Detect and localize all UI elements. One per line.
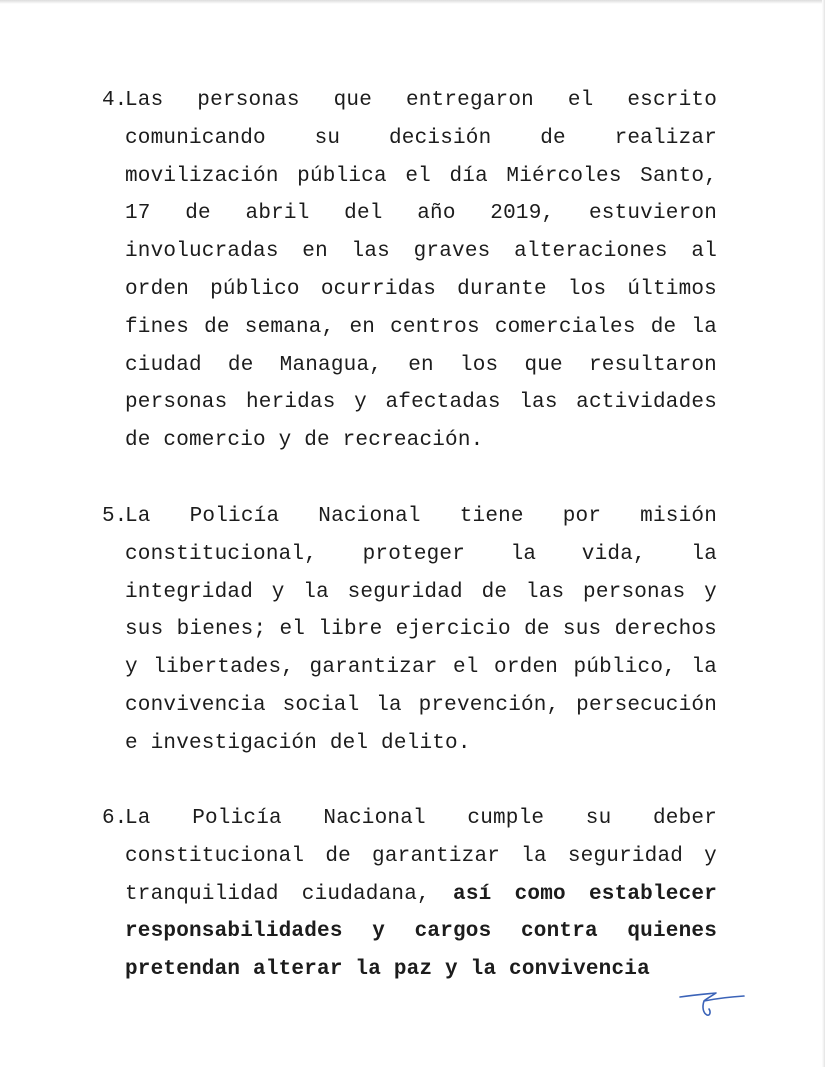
- page-top-edge: [0, 0, 825, 4]
- item-text: Las personas que entregaron el escrito comunicando su decisión de realizar movilización pública el día Miércoles Santo, 17 de abril del año 2019, estuvieron involucradas en las graves alteraciones al orden público ocurridas durante los últimos fines de semana, en centros comerciales de la ciudad de Managua, en los que resultaron personas heridas y afectadas las actividades de comercio y de recreación.: [125, 89, 717, 453]
- item-text-bold: así como establecer responsabilidades y cargos contra quienes pretendan alterar la paz y la convivencia: [125, 882, 717, 982]
- item-number: 5.: [102, 505, 128, 528]
- item-text: La Policía Nacional tiene por misión constitucional, proteger la vida, la integridad y la seguridad de las personas y sus bienes; el libre ejercicio de sus derechos y libertades, garantizar el orden público, la convivencia social la prevención, persecución e investigación del delito.: [125, 505, 717, 755]
- item-number: 6.: [102, 807, 128, 830]
- item-text-regular: La Policía Nacional cumple su deber constitucional de garantizar la seguridad y tranquilidad ciudadana,: [125, 807, 717, 906]
- item-text: [125, 800, 717, 989]
- item-number: 4.: [102, 89, 128, 112]
- initial-signature: [676, 985, 746, 1019]
